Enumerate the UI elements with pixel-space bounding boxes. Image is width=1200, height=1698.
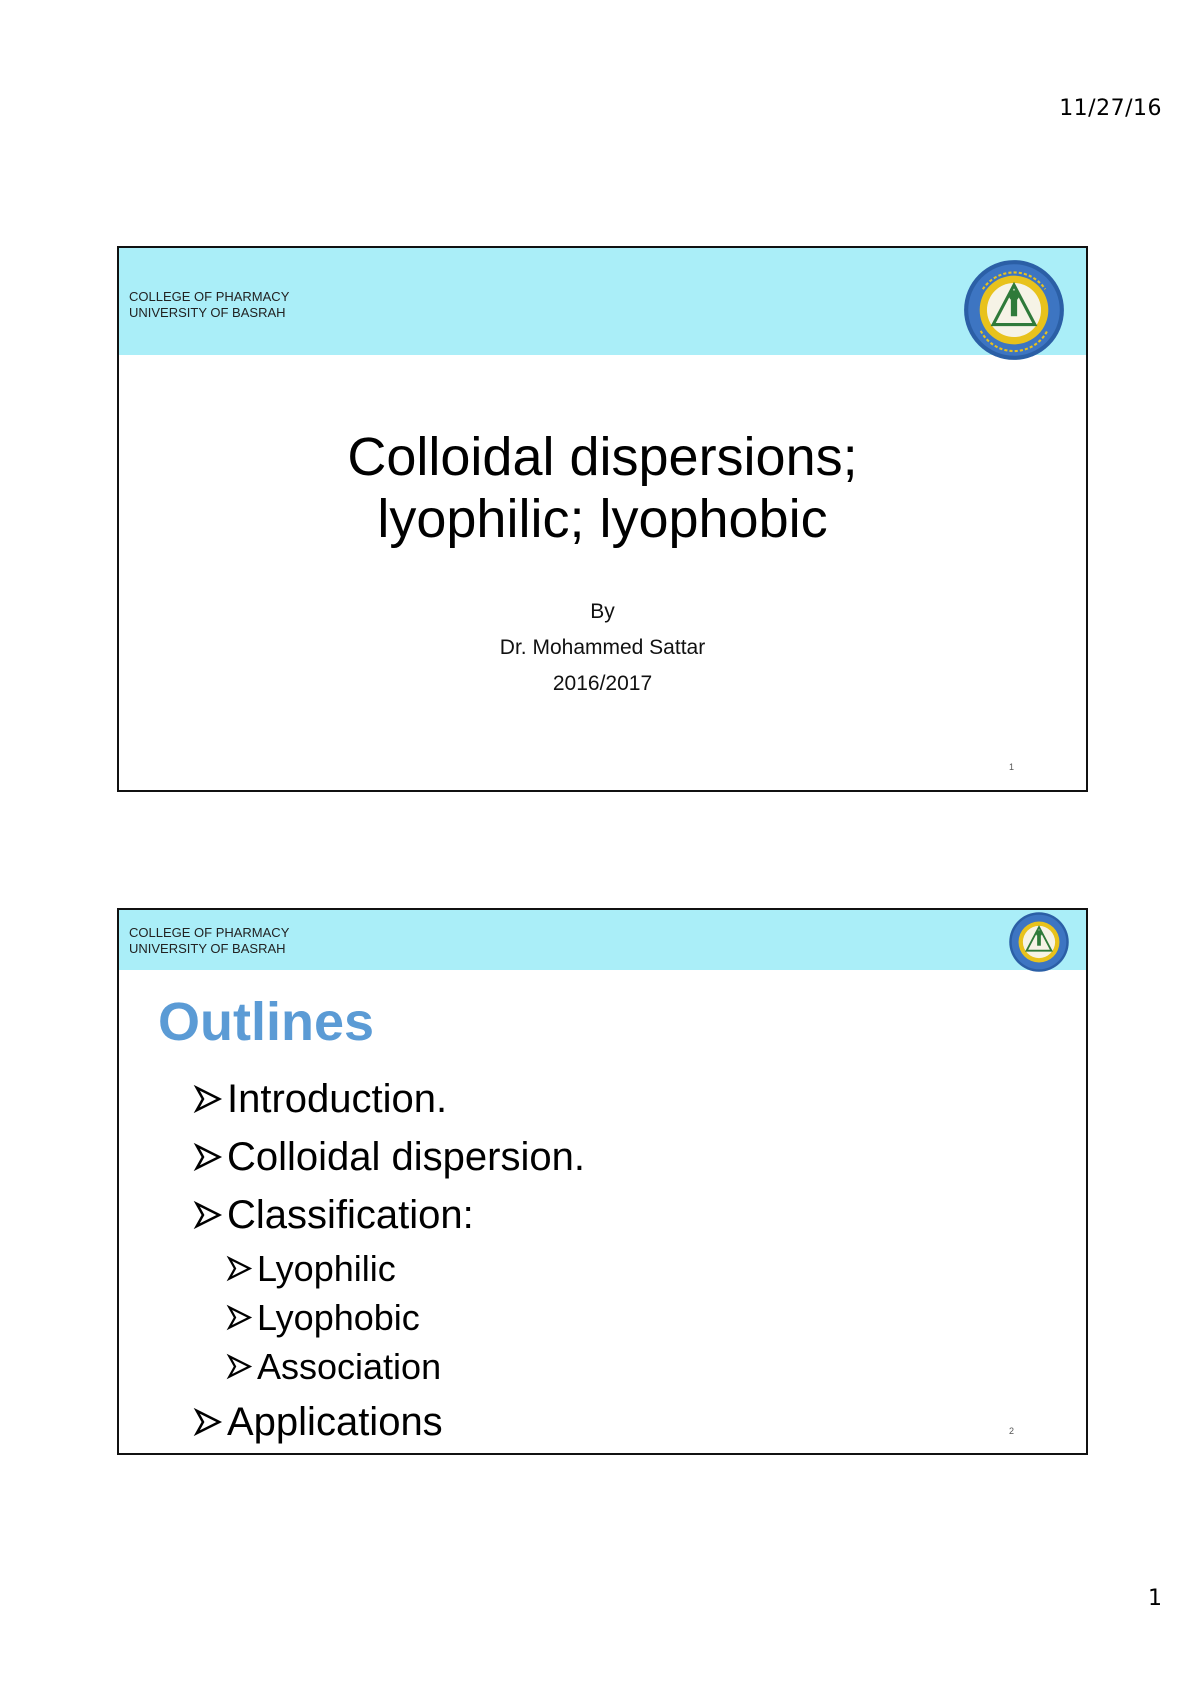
list-item <box>193 1186 585 1244</box>
college-line-1: COLLEGE OF PHARMACY <box>129 925 290 940</box>
page-date: 11/27/16 <box>1059 96 1162 121</box>
arrow-bullet-icon <box>226 1255 253 1282</box>
author-block <box>119 594 1086 702</box>
college-name <box>129 289 289 321</box>
academic-year: 2016/2017 <box>552 672 653 695</box>
college-line-2: UNIVERSITY OF BASRAH <box>129 941 286 956</box>
list-item <box>193 1128 585 1186</box>
arrow-bullet-icon <box>193 1407 223 1437</box>
list-item <box>193 1342 585 1391</box>
university-seal-icon <box>962 258 1066 362</box>
slide-title <box>119 426 1086 550</box>
page-number: 1 <box>1148 1586 1162 1611</box>
list-item-label: Lyophilic <box>257 1247 396 1289</box>
arrow-bullet-icon <box>193 1084 223 1114</box>
outlines-heading: Outlines <box>158 992 375 1052</box>
arrow-bullet-icon <box>193 1142 223 1172</box>
list-item-label: Lyophobic <box>257 1296 420 1338</box>
slide-2 <box>117 908 1088 1455</box>
arrow-bullet-icon <box>193 1200 223 1230</box>
outline-list <box>193 1070 585 1453</box>
title-line-2: lyophilic; lyophobic <box>377 489 828 549</box>
author-name: Dr. Mohammed Sattar <box>499 636 706 659</box>
slide-number: 2 <box>1008 1426 1014 1436</box>
list-item <box>193 1070 585 1128</box>
list-item-label: Introduction. <box>227 1076 448 1121</box>
university-seal-icon <box>1008 911 1070 973</box>
college-line-2: UNIVERSITY OF BASRAH <box>129 305 286 320</box>
slide-number: 1 <box>1008 762 1014 772</box>
list-item-label: Classification: <box>227 1192 474 1237</box>
list-item-label: Colloidal dispersion. <box>227 1134 585 1179</box>
list-item-label: Applications <box>227 1399 443 1444</box>
arrow-bullet-icon <box>226 1304 253 1331</box>
by-label: By <box>590 600 615 623</box>
arrow-bullet-icon <box>226 1353 253 1380</box>
list-item <box>193 1244 585 1293</box>
list-item <box>193 1293 585 1342</box>
title-line-1: Colloidal dispersions; <box>347 427 858 487</box>
college-name <box>129 925 289 957</box>
college-line-1: COLLEGE OF PHARMACY <box>129 289 290 304</box>
list-item <box>193 1391 585 1453</box>
list-item-label: Association <box>257 1345 442 1387</box>
slide-1 <box>117 246 1088 792</box>
